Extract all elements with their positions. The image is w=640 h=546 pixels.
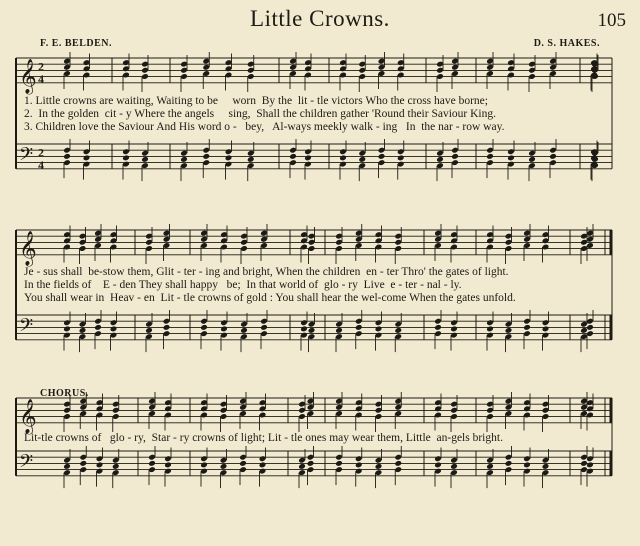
verse-1-lyrics: 1. Little crowns are waiting, Waiting to be worn By the lit - tle victors Who the cross have borne;: [24, 95, 488, 107]
time-signature-top: 2: [38, 145, 44, 160]
chorus-label: CHORUS.: [40, 388, 89, 399]
note-head: [375, 463, 383, 470]
note-head: [542, 463, 550, 470]
note-head: [394, 327, 402, 334]
note-head: [148, 460, 156, 467]
note-head: [549, 153, 557, 160]
treble-clef-icon: 𝄞: [19, 58, 37, 94]
composer-credit: D. S. HAKES.: [533, 38, 600, 49]
note-head: [451, 153, 459, 160]
note-head: [289, 153, 297, 160]
note-head: [164, 462, 172, 469]
note-head: [486, 463, 494, 470]
verse-2-lyrics: 2. In the golden cit - y Where the angels sing, Shall the children gather 'Round their Saviour King.: [24, 108, 496, 120]
note-head: [141, 156, 149, 163]
note-head: [335, 327, 343, 334]
note-head: [79, 327, 87, 334]
final-barline: [610, 230, 613, 255]
note-head: [542, 326, 550, 333]
treble-clef-icon: 𝄞: [19, 398, 37, 434]
note-head: [145, 327, 153, 334]
song-title: Little Crowns.: [250, 6, 390, 31]
final-barline: [610, 451, 613, 476]
note-head: [505, 327, 513, 334]
note-head: [339, 155, 347, 162]
time-signature-bottom: 4: [38, 71, 44, 86]
note-head: [355, 324, 363, 331]
note-head: [304, 155, 312, 162]
note-head: [528, 156, 536, 163]
note-head: [240, 327, 248, 334]
note-head: [358, 156, 366, 163]
note-head: [260, 324, 268, 331]
final-barline: [610, 315, 613, 340]
note-head: [63, 463, 71, 470]
treble-clef-icon: 𝄞: [19, 230, 37, 266]
note-head: [580, 460, 588, 467]
note-head: [308, 327, 316, 334]
note-head: [225, 155, 233, 162]
note-head: [259, 462, 267, 469]
note-head: [378, 153, 386, 160]
note-head: [112, 463, 120, 470]
note-head: [450, 326, 458, 333]
chorus-lyrics: Lit-tle crowns of glo - ry, Star - ry crowns of light; Lit - tle ones may wear them, Little an-gels bright.: [24, 432, 503, 444]
note-head: [79, 460, 87, 467]
time-signature-bottom: 4: [38, 157, 44, 172]
note-head: [163, 324, 171, 331]
note-head: [200, 324, 208, 331]
bass-clef-icon: 𝄢: [19, 315, 34, 341]
note-head: [247, 156, 255, 163]
bass-clef-icon: 𝄢: [19, 451, 34, 477]
note-head: [239, 460, 247, 467]
note-head: [586, 462, 594, 469]
note-head: [180, 156, 188, 163]
note-head: [300, 326, 308, 333]
note-head: [63, 326, 71, 333]
note-head: [220, 463, 228, 470]
note-head: [220, 326, 228, 333]
note-head: [298, 463, 306, 470]
note-head: [434, 462, 442, 469]
note-head: [434, 324, 442, 331]
note-head: [110, 326, 118, 333]
note-head: [580, 327, 588, 334]
bass-clef-icon: 𝄢: [19, 144, 34, 170]
system2-verse-2-lyrics: In the fields of E - den They shall happy be; In that world of glo - ry Live e - ter - nal - ly.: [24, 279, 462, 291]
note-head: [523, 462, 531, 469]
note-head: [505, 460, 513, 467]
verse-3-lyrics: 3. Children love the Saviour And His word o - bey, Al-ways meekly walk - ing In the nar - row way.: [24, 121, 505, 133]
note-head: [450, 463, 458, 470]
system2-verse-1-lyrics: Je - sus shall be-stow them, Glit - ter - ing and bright, When the children en - ter Thro' the gates of light.: [24, 266, 509, 278]
note-head: [122, 155, 130, 162]
note-head: [307, 460, 315, 467]
system2-verse-3-lyrics: You shall wear in Heav - en Lit - tle crowns of gold : You shall hear the wel-come When the gates unfold.: [24, 292, 516, 304]
note-head: [335, 460, 343, 467]
note-head: [397, 155, 405, 162]
note-head: [394, 460, 402, 467]
note-head: [94, 324, 102, 331]
note-head: [586, 324, 594, 331]
note-head: [202, 153, 210, 160]
time-signature-top: 2: [38, 59, 44, 74]
note-head: [486, 326, 494, 333]
note-head: [375, 326, 383, 333]
note-head: [436, 156, 444, 163]
note-head: [63, 153, 71, 160]
note-head: [355, 462, 363, 469]
note-head: [96, 462, 104, 469]
note-head: [523, 324, 531, 331]
final-barline: [610, 398, 613, 423]
page-number: 105: [597, 10, 626, 31]
lyricist-credit: F. E. BELDEN.: [40, 38, 112, 49]
note-head: [83, 155, 91, 162]
note-head: [486, 153, 494, 160]
note-head: [507, 155, 515, 162]
note-head: [200, 462, 208, 469]
